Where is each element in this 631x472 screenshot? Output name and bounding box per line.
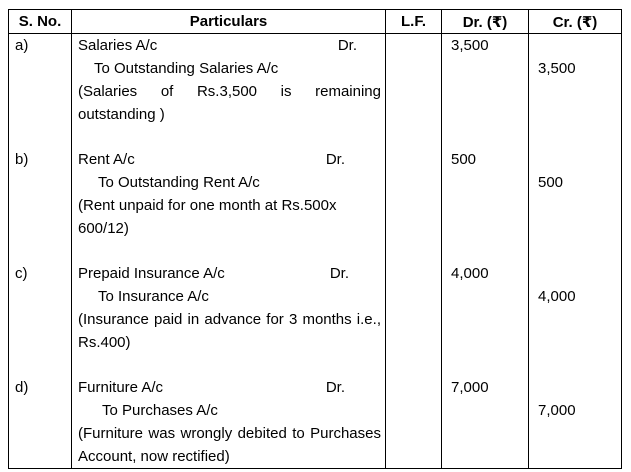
header-sno: S. No.: [9, 10, 72, 34]
credit-amount-block: [538, 376, 621, 468]
credit-account: To Outstanding Salaries A/c: [94, 60, 279, 77]
credit-amount: 500: [538, 174, 564, 191]
debit-line: [78, 148, 381, 171]
debit-amount: 3,500: [451, 37, 489, 54]
entry-sno: b): [15, 151, 29, 168]
narration: (Furniture was wrongly debited to Purchases Account, now rectified): [78, 425, 381, 465]
header-row: [9, 10, 622, 34]
header-lf: L.F.: [386, 10, 442, 34]
journal-entry: [78, 34, 381, 148]
debit-line: [78, 34, 381, 57]
entry-sno: d): [15, 379, 29, 396]
header-particulars: Particulars: [72, 10, 386, 34]
credit-amount-block: [538, 262, 621, 376]
debit-account: Furniture A/c: [78, 379, 164, 396]
entry-sno: a): [15, 37, 29, 54]
credit-amount: 4,000: [538, 288, 576, 305]
debit-account: Rent A/c: [78, 151, 135, 168]
header-credit: Cr. (₹): [529, 10, 622, 34]
credit-account: To Purchases A/c: [102, 402, 218, 419]
dr-marker: Dr.: [325, 151, 345, 168]
debit-amount: 7,000: [451, 379, 489, 396]
journal-entry: [78, 262, 381, 376]
credit-amount-block: [538, 148, 621, 262]
narration: (Salaries of Rs.3,500 is remaining outstanding ): [78, 83, 381, 123]
debit-amount: 4,000: [451, 265, 489, 282]
header-debit: Dr. (₹): [442, 10, 529, 34]
debit-amount: 500: [451, 151, 477, 168]
entries-row: [9, 34, 622, 469]
debit-account: Prepaid Insurance A/c: [78, 265, 225, 282]
credit-amount-block: [538, 34, 621, 148]
dr-marker: Dr.: [325, 379, 345, 396]
debit-line: [78, 376, 381, 399]
credit-amount: 3,500: [538, 60, 576, 77]
lf-column: [386, 34, 442, 469]
debit-line: [78, 262, 381, 285]
particulars-column: [72, 34, 386, 469]
credit-column: [529, 34, 622, 469]
credit-account: To Insurance A/c: [98, 288, 209, 305]
debit-column: [442, 34, 529, 469]
entry-sno: c): [15, 265, 28, 282]
narration: (Insurance paid in advance for 3 months i.e., Rs.400): [78, 311, 381, 351]
dr-marker: Dr.: [329, 265, 349, 282]
sno-column: [9, 34, 72, 469]
dr-marker: Dr.: [337, 37, 357, 54]
credit-amount: 7,000: [538, 402, 576, 419]
journal-entry: [78, 376, 381, 468]
journal-table: [8, 9, 622, 469]
credit-account: To Outstanding Rent A/c: [98, 174, 260, 191]
narration: (Rent unpaid for one month at Rs.500x 600/12): [78, 197, 337, 237]
journal-entry: [78, 148, 381, 262]
debit-account: Salaries A/c: [78, 37, 158, 54]
journal-entries-document: [8, 9, 622, 469]
